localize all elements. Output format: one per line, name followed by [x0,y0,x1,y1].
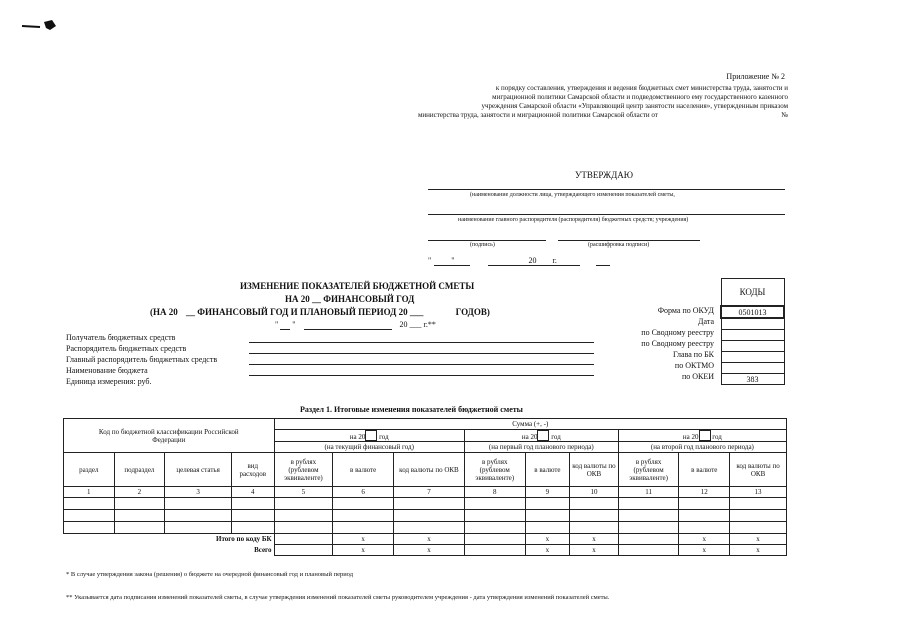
date-year: 20 ___ г.** [399,320,436,329]
table-cell[interactable] [464,522,525,534]
approve-position-caption: (наименование должности лица, утверждающего изменения показателей сметы, [470,192,675,198]
table-cell[interactable] [232,522,275,534]
field-row [66,344,606,355]
field-line[interactable] [249,342,594,343]
appendix-line: учреждения Самарской области «Управляющий центр занятости населения», утвержденным приказом [481,102,788,110]
year-suffix: год [379,433,389,441]
col-number: 5 [274,487,333,498]
mark-cell: x [570,534,619,545]
total-label: Всего [254,546,272,554]
doc-title-year: НА 20 __ ФИНАНСОВЫЙ ГОД [285,294,415,304]
col-number-row [64,487,787,498]
col-number: 1 [64,487,115,498]
mark-cell: x [570,545,619,556]
period-suffix: ГОДОВ) [455,307,490,317]
table-cell[interactable] [570,522,619,534]
appendix-text [410,84,788,120]
approve-signature-caption: (подпись) [470,242,495,248]
table-cell[interactable] [730,522,787,534]
table-cell[interactable] [114,510,165,522]
field-label: Наименование бюджета [66,366,148,375]
table-cell[interactable] [730,498,787,510]
mark-cell: x [394,545,465,556]
mark-cell: x [394,534,465,545]
field-label: Распорядитель бюджетных средств [66,344,187,353]
field-row [66,377,606,388]
field-label: Главный распорядитель бюджетных средств [66,355,218,364]
field-label: Единица измерения: руб. [66,377,152,386]
approve-title: УТВЕРЖДАЮ [575,170,634,180]
table-cell[interactable] [525,510,570,522]
field-row [66,366,606,377]
date-quote: " [292,320,296,329]
col-number: 11 [618,487,679,498]
period-middle: __ ФИНАНСОВЫЙ ГОД И ПЛАНОВЫЙ ПЕРИОД 20 ___ [186,307,424,317]
approve-date-month-line [488,265,580,266]
table-cell[interactable] [525,498,570,510]
col-number: 6 [333,487,394,498]
table-cell[interactable] [679,510,730,522]
table-cell[interactable] [274,534,333,545]
table-cell[interactable] [114,498,165,510]
table-cell[interactable] [333,510,394,522]
date-month-line [304,320,392,330]
table-cell[interactable] [165,510,232,522]
table-cell[interactable] [64,498,115,510]
footnote-1: * В случае утверждения закона (решения) о бюджете на очередной финансовый год и плановый период [66,571,354,578]
table-cell[interactable] [464,534,525,545]
col-head: вид расходов [232,453,275,487]
sum-head: в валюте [333,453,394,487]
table-cell[interactable] [274,510,333,522]
col-head: раздел [64,453,115,487]
table-cell[interactable] [333,522,394,534]
code-okud: 0501013 [721,306,784,318]
table-cell[interactable] [525,522,570,534]
sum-head: код валюты по ОКВ [394,453,465,487]
table-cell[interactable] [679,498,730,510]
footnote-2: ** Указывается дата подписания изменений показателей сметы, в случае утверждения изменений показателей сметы руководителем учреждения - дата утверждения изменений показателей сметы. [66,594,610,601]
table-cell[interactable] [570,498,619,510]
recipient-fields [66,333,606,388]
table-cell[interactable] [165,498,232,510]
table-cell[interactable] [464,498,525,510]
approve-date-day-line [434,265,470,266]
table-cell[interactable] [618,510,679,522]
code-label: по ОКЕИ [681,372,714,381]
code-label: по ОКТМО [674,361,714,370]
col-number: 3 [165,487,232,498]
col-number: 7 [394,487,465,498]
field-row [66,333,606,344]
sum-head: в рублях (рублевом эквиваленте) [618,453,679,487]
col-number: 13 [730,487,787,498]
approve-org-line [428,214,785,215]
appendix-line-last [410,111,788,120]
approve-org-caption: наименование главного распорядителя (распорядителя) бюджетных средств; учреждения) [458,217,689,223]
mark-cell: x [679,545,730,556]
code-label: по Сводному реестру [641,339,714,348]
year-input[interactable] [699,430,711,441]
section-title: Раздел 1. Итоговые изменения показателей бюджетной сметы [300,405,523,414]
code-okei: 383 [721,374,784,385]
doc-date [275,320,436,330]
year-prefix: на 20 [521,433,538,441]
table-cell[interactable] [730,510,787,522]
period-first: (на первый год планового периода) [464,442,618,453]
year-prefix: на 20 [682,433,699,441]
table-cell[interactable] [274,545,333,556]
year-suffix: год [551,433,561,441]
sum-head: в валюте [679,453,730,487]
table-cell[interactable] [394,498,465,510]
approve-date-year-line [596,265,610,266]
year-input[interactable] [537,430,549,441]
table-row [64,498,787,510]
table-cell[interactable] [394,522,465,534]
field-line[interactable] [249,353,594,354]
col-head: подраздел [114,453,165,487]
appendix-line: к порядку составления, утверждения и ведения бюджетных смет министерства труда, занятости и [495,84,788,92]
code-label: Форма по ОКУД [657,306,714,315]
mark-cell: x [679,534,730,545]
col-number: 2 [114,487,165,498]
col-head: целевая статья [165,453,232,487]
date-day-line [280,320,290,330]
codes-labels [600,306,714,383]
codes-header: КОДЫ [721,279,784,307]
table-cell[interactable] [394,510,465,522]
period-current: (на текущий финансовый год) [274,442,464,453]
field-row [66,355,606,366]
appendix-number-label: № [781,111,788,119]
sum-head: в рублях (рублевом эквиваленте) [274,453,333,487]
col-number: 12 [679,487,730,498]
table-cell[interactable] [274,498,333,510]
scan-mark-icon [20,18,60,32]
budget-table [63,418,787,556]
code-bk[interactable] [721,352,784,363]
table-cell[interactable] [64,510,115,522]
code-label: Дата [698,317,714,326]
code-registry-2[interactable] [721,341,784,352]
approve-date: " " 20 г. [428,256,557,265]
table-row [64,522,787,534]
year-suffix: год [712,433,722,441]
total-bk-label: Итого по коду БК [216,535,272,544]
approve-position-line [428,189,785,190]
doc-title: ИЗМЕНЕНИЕ ПОКАЗАТЕЛЕЙ БЮДЖЕТНОЙ СМЕТЫ [240,281,475,291]
code-oktmo[interactable] [721,363,784,374]
table-cell[interactable] [274,522,333,534]
table-cell[interactable] [232,498,275,510]
appendix-line: министерства труда, занятости и миграционной политики Самарской области от [418,111,658,119]
code-label: по Сводному реестру [641,328,714,337]
code-label: Глава по БК [673,350,714,359]
table-cell[interactable] [618,498,679,510]
year-cell-second [618,430,786,442]
period-prefix: (НА 20 [150,307,178,317]
mark-cell: x [333,545,394,556]
table-cell[interactable] [618,545,679,556]
year-input[interactable] [365,430,377,441]
table-cell[interactable] [679,522,730,534]
year-cell-first [464,430,618,442]
code-date[interactable] [721,318,784,330]
codes-table [720,278,785,385]
table-cell[interactable] [464,545,525,556]
field-label: Получатель бюджетных средств [66,333,176,342]
col-number: 8 [464,487,525,498]
sum-head: в рублях (рублевом эквиваленте) [464,453,525,487]
sum-head: код валюты по ОКВ [570,453,619,487]
table-cell[interactable] [64,522,115,534]
approve-decoding-caption: (расшифровка подписи) [588,242,650,248]
period-second: (на второй год планового периода) [618,442,786,453]
col-number: 10 [570,487,619,498]
sum-head: код валюты по ОКВ [730,453,787,487]
date-quote: " [275,320,279,329]
approve-signature-line [428,240,546,241]
table-row [64,510,787,522]
sum-head: в валюте [525,453,570,487]
mark-cell: x [730,534,787,545]
mark-cell: x [333,534,394,545]
classif-header: Код по бюджетной классификации Российской Федерации [64,419,275,453]
total-bk-row [64,534,787,545]
col-number: 9 [525,487,570,498]
year-prefix: на 20 [349,433,366,441]
doc-title-period [150,307,490,318]
appendix-line: миграционной политики Самарской области и подведомственного ему государственного казенного [492,93,788,101]
total-row [64,545,787,556]
table-cell[interactable] [165,522,232,534]
mark-cell: x [730,545,787,556]
table-cell[interactable] [232,510,275,522]
col-number: 4 [232,487,275,498]
sum-header: Сумма (+, -) [274,419,786,430]
table-cell[interactable] [114,522,165,534]
table-cell[interactable] [333,498,394,510]
approve-decoding-line [558,240,700,241]
table-cell[interactable] [618,522,679,534]
table-cell[interactable] [464,510,525,522]
year-cell-current [274,430,464,442]
field-line[interactable] [249,364,594,365]
appendix-title: Приложение № 2 [726,72,785,81]
mark-cell: x [525,545,570,556]
field-line[interactable] [249,375,594,376]
table-cell[interactable] [618,534,679,545]
table-cell[interactable] [570,510,619,522]
code-registry-1[interactable] [721,330,784,341]
mark-cell: x [525,534,570,545]
